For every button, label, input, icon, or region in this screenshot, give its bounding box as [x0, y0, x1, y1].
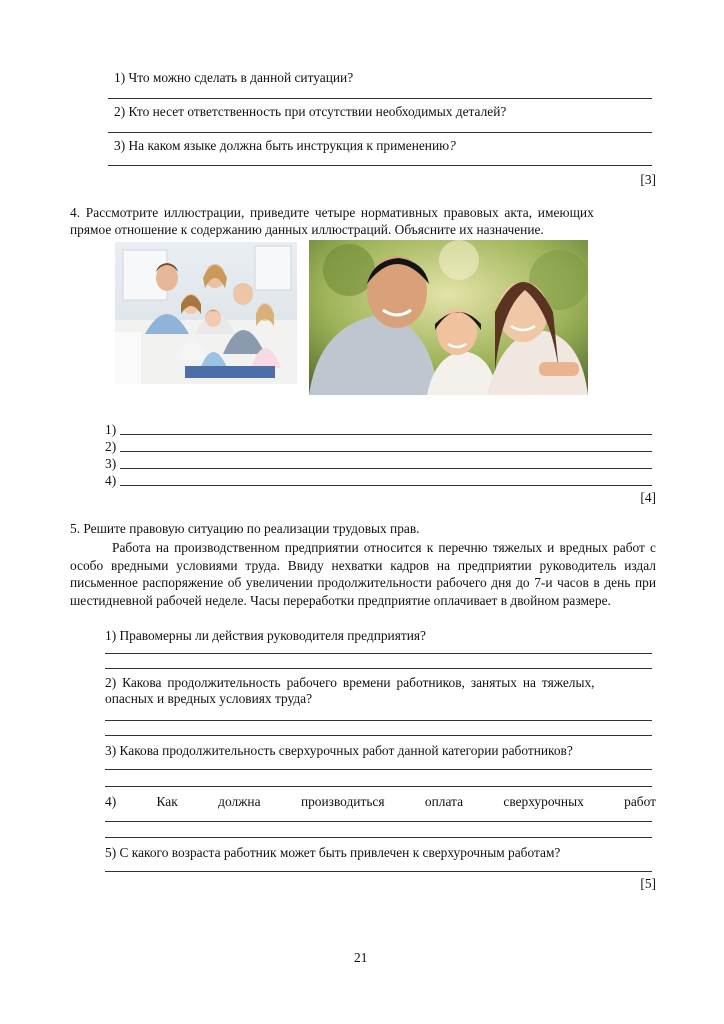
family-photo-1 [115, 242, 297, 384]
page-number: 21 [354, 950, 368, 965]
answer-line [105, 786, 652, 787]
q4-text-line-1: 4. Рассмотрите иллюстрации, приведите четыре нормативных правовых акта, имеющих [70, 205, 594, 220]
q4-answer-label-1: 1) [105, 422, 117, 437]
answer-line [108, 165, 652, 166]
q5-q4-word: работ [624, 794, 656, 809]
q3-item-2: 2) Кто несет ответственность при отсутствии необходимых деталей? [114, 104, 507, 119]
q5-q4-word: Как [156, 794, 178, 809]
q4-text-line-2: прямое отношение к содержанию данных иллюстраций. Объясните их назначение. [70, 222, 544, 237]
answer-line [105, 668, 652, 669]
q5-question-2-line-2: опасных и вредных условиях труда? [105, 691, 313, 706]
q5-q4-word: оплата [424, 794, 464, 809]
q5-paragraph: Работа на производственном предприятии относится к перечню тяжелых и вредных работ с особо вредными условиями труда. Ввиду нехватки кадров на предприятии руководитель издал письменное распоряжение об увеличении продолжительности рабочего дня до 7-и часов в день при шестидневной рабочей неделе. Часы переработки предприятие оплачивает в двойном размере. [70, 540, 656, 608]
answer-line [120, 468, 652, 469]
answer-line [105, 735, 652, 736]
answer-line [105, 837, 652, 838]
q5-q4-word: сверхурочных [503, 794, 584, 809]
answer-line [108, 132, 652, 133]
q5-question-4 [105, 794, 656, 810]
q3-item-1: 1) Что можно сделать в данной ситуации? [114, 70, 354, 85]
q5-score: [5] [640, 876, 656, 891]
answer-line [105, 871, 652, 872]
q4-answer-label-4: 4) [105, 473, 117, 488]
q5-question-1: 1) Правомерны ли действия руководителя предприятия? [105, 628, 427, 643]
q3-item-3 [114, 138, 456, 154]
q3-score: [3] [640, 172, 656, 187]
q5-q4-word: 4) [105, 794, 117, 809]
answer-line [108, 98, 652, 99]
q5-q4-word: производиться [300, 794, 385, 809]
answer-line [120, 451, 652, 452]
q5-question-3: 3) Какова продолжительность сверхурочных работ данной категории работников? [105, 743, 573, 758]
answer-line [120, 434, 652, 435]
q5-question-5: 5) С какого возраста работник может быть привлечен к сверхурочным работам? [105, 845, 561, 860]
answer-line [105, 653, 652, 654]
family-photo-2 [309, 240, 588, 395]
answer-line [105, 821, 652, 822]
answer-line [105, 769, 652, 770]
q4-answer-label-2: 2) [105, 439, 117, 454]
q4-answer-label-3: 3) [105, 456, 117, 471]
q3-item-3-text: 3) На каком языке должна быть инструкция к применению [114, 138, 450, 153]
answer-line [120, 485, 652, 486]
answer-line [105, 720, 652, 721]
q5-title: 5. Решите правовую ситуацию по реализации трудовых прав. [70, 521, 420, 536]
q5-question-2-line-1: 2) Какова продолжительность рабочего времени работников, занятых на тяжелых, [105, 675, 595, 690]
q5-q4-word: должна [218, 794, 261, 809]
q4-score: [4] [640, 490, 656, 505]
q3-item-3-mark: ? [449, 138, 456, 153]
